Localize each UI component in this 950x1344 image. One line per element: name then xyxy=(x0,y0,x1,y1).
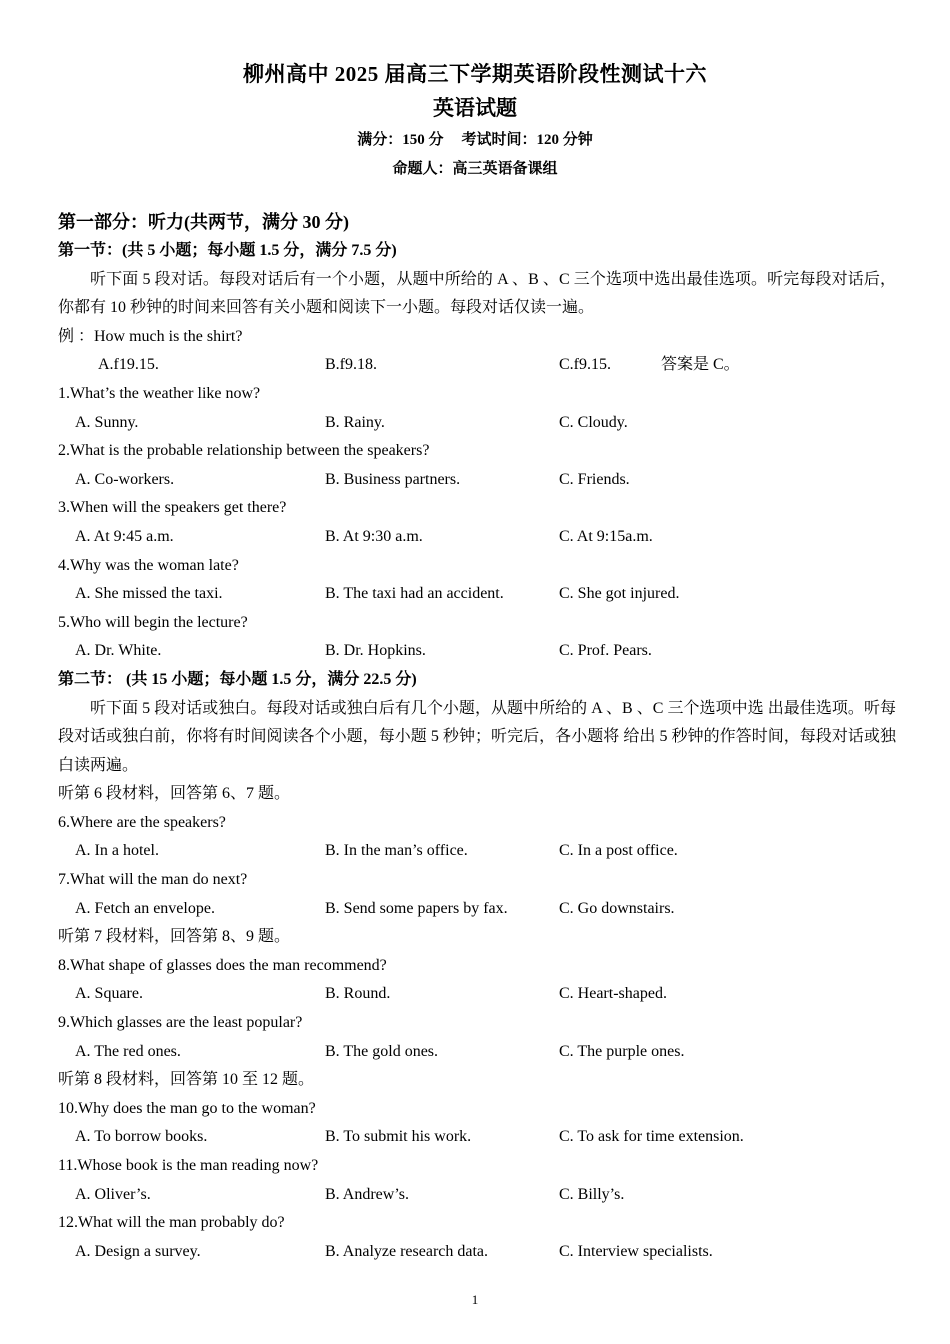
exam-author: 命题人：高三英语备课组 xyxy=(392,161,558,177)
question-4: 4.Why was the woman late? xyxy=(58,556,239,574)
option-b: B. Send some papers by fax. xyxy=(325,899,508,917)
option-a: A. To borrow books. xyxy=(75,1128,208,1146)
option-a: A. The red ones. xyxy=(75,1042,181,1060)
exam-body xyxy=(58,207,896,1266)
option-b: B.f9.18. xyxy=(325,356,377,374)
option-a: A. Co-workers. xyxy=(75,470,175,488)
option-a: A. In a hotel. xyxy=(75,842,159,860)
option-a: A. At 9:45 a.m. xyxy=(75,527,174,545)
exam-title: 柳州高中 2025 届高三下学期英语阶段性测试十六 xyxy=(243,62,707,86)
exam-time: 考试时间：120 分钟 xyxy=(461,132,593,148)
option-b: B. Dr. Hopkins. xyxy=(325,642,426,660)
option-c: C. To ask for time extension. xyxy=(559,1128,744,1146)
question-5: 5.Who will begin the lecture? xyxy=(58,613,248,631)
option-a: A. Sunny. xyxy=(75,413,139,431)
section2-heading: 第二节： (共 15 小题；每小题 1.5 分，满分 22.5 分) xyxy=(58,670,417,688)
question-10-options xyxy=(58,1123,896,1152)
option-b: B. Business partners. xyxy=(325,470,461,488)
question-3: 3.When will the speakers get there? xyxy=(58,499,287,517)
option-a: A. Fetch an envelope. xyxy=(75,899,215,917)
part1-heading: 第一部分：听力(共两节，满分 30 分) xyxy=(58,212,349,232)
question-11-options xyxy=(58,1181,896,1210)
option-b: B. Analyze research data. xyxy=(325,1242,489,1260)
option-c: C. At 9:15a.m. xyxy=(559,527,653,545)
section1-instructions: 听下面 5 段对话。每段对话后有一个小题，从题中所给的 A 、B 、C 三个选项中选出最佳选项。听完每段对话后，你都有 10 秒钟的时间来回答有关小题和阅读下一小题。每段对话仅读一遍。 xyxy=(58,270,896,317)
question-7: 7.What will the man do next? xyxy=(58,871,248,889)
full-score: 满分：150 分 xyxy=(357,132,444,148)
question-8: 8.What shape of glasses does the man recommend? xyxy=(58,956,387,974)
option-c: C. In a post office. xyxy=(559,842,678,860)
question-1: 1.What’s the weather like now? xyxy=(58,384,261,402)
option-c: C. Interview specialists. xyxy=(559,1242,713,1260)
material-7-note: 听第 7 段材料，回答第 8、9 题。 xyxy=(58,928,291,946)
option-c: C. She got injured. xyxy=(559,585,680,603)
option-c: C.f9.15. xyxy=(559,356,611,374)
option-c: C. Prof. Pears. xyxy=(559,642,652,660)
option-c: C. Go downstairs. xyxy=(559,899,675,917)
option-b: B. To submit his work. xyxy=(325,1128,472,1146)
question-9-options xyxy=(58,1038,896,1067)
page-number: 1 xyxy=(471,1292,479,1307)
material-6-note: 听第 6 段材料，回答第 6、7 题。 xyxy=(58,785,291,803)
option-b: B. At 9:30 a.m. xyxy=(325,527,423,545)
question-7-options xyxy=(58,895,896,924)
option-c: C. Cloudy. xyxy=(559,413,628,431)
option-b: B. The taxi had an accident. xyxy=(325,585,504,603)
section1-heading: 第一节：(共 5 小题；每小题 1.5 分，满分 7.5 分) xyxy=(58,242,397,259)
option-b: B. Round. xyxy=(325,985,391,1003)
option-a: A. Design a survey. xyxy=(75,1242,201,1260)
question-11: 11.Whose book is the man reading now? xyxy=(58,1157,319,1174)
section2-instructions: 听下面 5 段对话或独白。每段对话或独白后有几个小题，从题中所给的 A 、B 、C 三个选项中选 出最佳选项。听每段对话或独白前，你将有时间阅读各个小题，每小题 5 秒钟；听完后，各小题将 给出 5 秒钟的作答时间，每段对话或独白读两遍。 xyxy=(58,699,896,774)
question-3-options xyxy=(58,523,896,552)
question-12: 12.What will the man probably do? xyxy=(58,1214,285,1232)
option-c: C. Billy’s. xyxy=(559,1185,625,1203)
question-12-options xyxy=(58,1238,896,1267)
option-a: A. Square. xyxy=(75,985,143,1003)
option-a: A.f19.15. xyxy=(98,356,159,374)
option-b: B. In the man’s office. xyxy=(325,842,468,860)
example-answer: 答案是 C。 xyxy=(661,356,740,374)
option-a: A. She missed the taxi. xyxy=(75,585,223,603)
question-10: 10.Why does the man go to the woman? xyxy=(58,1099,316,1117)
question-9: 9.Which glasses are the least popular? xyxy=(58,1014,303,1032)
option-c: C. The purple ones. xyxy=(559,1042,685,1060)
option-c: C. Heart-shaped. xyxy=(559,985,667,1003)
example-question: 例 ：How much is the shirt? xyxy=(58,327,243,345)
question-1-options xyxy=(58,409,896,438)
exam-subtitle: 英语试题 xyxy=(433,96,517,120)
question-5-options xyxy=(58,637,896,666)
option-b: B. Rainy. xyxy=(325,413,385,431)
example-options xyxy=(58,351,896,380)
option-c: C. Friends. xyxy=(559,470,630,488)
question-6: 6.Where are the speakers? xyxy=(58,813,226,831)
question-2-options xyxy=(58,466,896,495)
option-a: A. Oliver’s. xyxy=(75,1185,151,1203)
option-a: A. Dr. White. xyxy=(75,642,162,660)
exam-meta xyxy=(0,128,950,149)
option-b: B. Andrew’s. xyxy=(325,1185,409,1203)
question-6-options xyxy=(58,837,896,866)
question-4-options xyxy=(58,580,896,609)
question-2: 2.What is the probable relationship between the speakers? xyxy=(58,442,430,460)
question-8-options xyxy=(58,980,896,1009)
material-8-note: 听第 8 段材料，回答第 10 至 12 题。 xyxy=(58,1071,315,1089)
option-b: B. The gold ones. xyxy=(325,1042,439,1060)
